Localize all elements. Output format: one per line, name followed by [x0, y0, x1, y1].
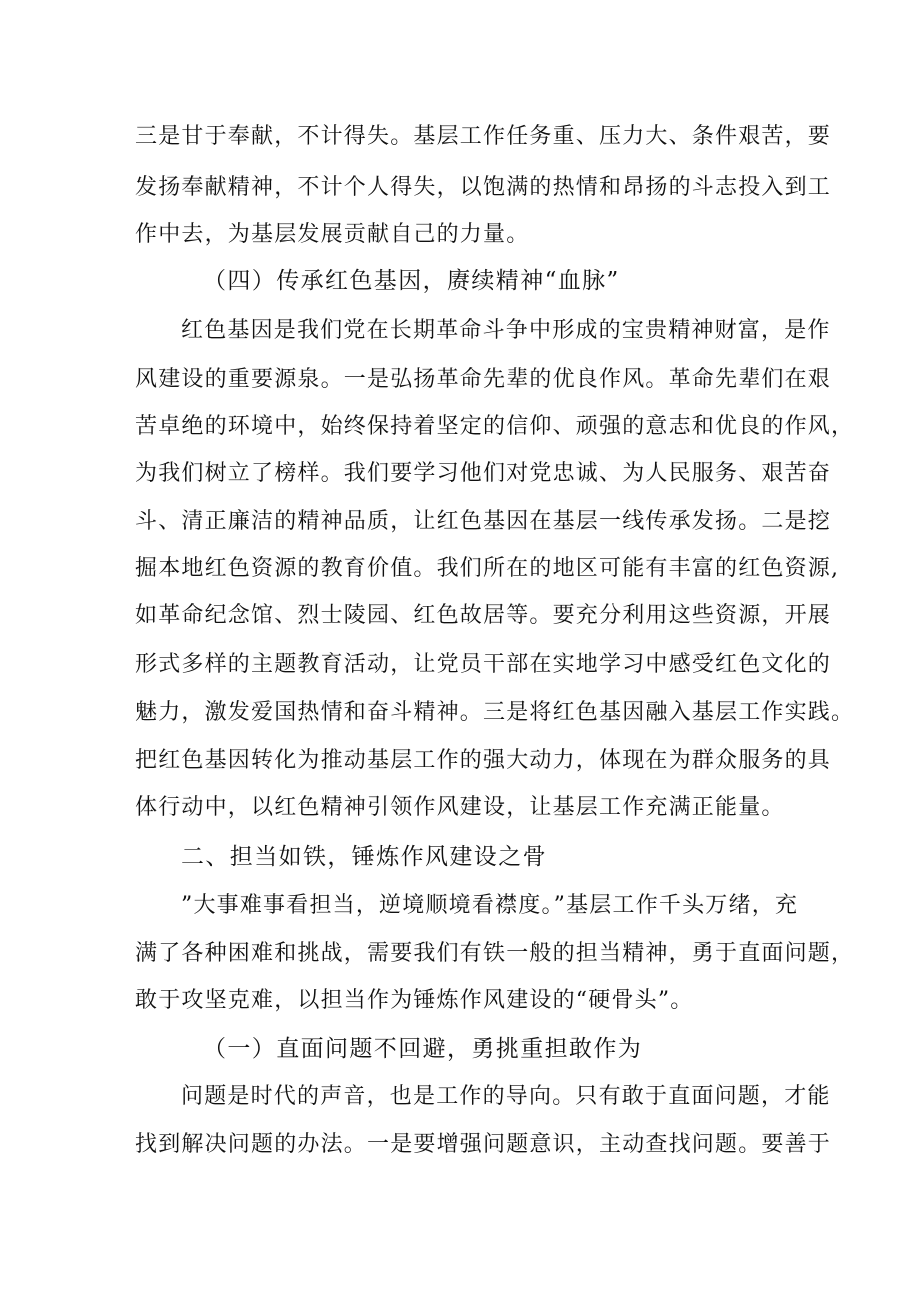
body-text-line: 形式多样的主题教育活动，让党员干部在实地学习中感受红色文化的	[135, 652, 832, 677]
body-text-line: 三是甘于奉献，不计得失。基层工作任务重、压力大、条件艰苦，要	[135, 124, 832, 149]
body-text-line: 掘本地红色资源的教育价值。我们所在的地区可能有丰富的红色资源,	[135, 556, 840, 581]
body-text-line: 如革命纪念馆、烈士陵园、红色故居等。要充分利用这些资源，开展	[135, 603, 832, 628]
body-text-line: 风建设的重要源泉。一是弘扬革命先辈的优良作风。革命先辈们在艰	[135, 367, 832, 392]
body-text-line: 体行动中，以红色精神引领作风建设，让基层工作充满正能量。	[135, 795, 785, 820]
body-text-line: 红色基因是我们党在长期革命斗争中形成的宝贵精神财富，是作	[181, 318, 831, 343]
body-text-line: 斗、清正廉洁的精神品质，让红色基因在基层一线传承发扬。二是挖	[135, 509, 832, 534]
section-heading: （一）直面问题不回避，勇挑重担敢作为	[203, 1036, 643, 1062]
body-text-line: 找到解决问题的办法。一是要增强问题意识，主动查找问题。要善于	[135, 1132, 832, 1157]
body-text-line: 为我们树立了榜样。我们要学习他们对党忠诚、为人民服务、艰苦奋	[135, 461, 832, 486]
body-text-line: 发扬奉献精神，不计个人得失，以饱满的热情和昂扬的斗志投入到工	[135, 175, 832, 200]
body-text-line: 作中去，为基层发展贡献自己的力量。	[135, 222, 530, 247]
body-text-line: 魅力，激发爱国热情和奋斗精神。三是将红色基因融入基层工作实践。	[135, 700, 855, 725]
body-text-line: 把红色基因转化为推动基层工作的强大动力，体现在为群众服务的具	[135, 748, 832, 773]
body-text-line: 敢于攻坚克难，以担当作为锤炼作风建设的“硬骨头”。	[135, 988, 694, 1013]
section-heading: （四）传承红色基因，赓续精神“血脉”	[203, 268, 620, 294]
body-text-line: 苦卓绝的环境中，始终保持着坚定的信仰、顽强的意志和优良的作风，	[135, 414, 855, 439]
chapter-heading: 二、担当如铁，锤炼作风建设之骨	[181, 844, 547, 870]
body-text-line: ”大事难事看担当，逆境顺境看襟度。”基层工作千头万绪，充	[181, 893, 799, 918]
body-text-line: 满了各种困难和挑战，需要我们有铁一般的担当精神，勇于直面问题，	[135, 941, 855, 966]
body-text-line: 问题是时代的声音，也是工作的导向。只有敢于直面问题，才能	[181, 1084, 831, 1109]
